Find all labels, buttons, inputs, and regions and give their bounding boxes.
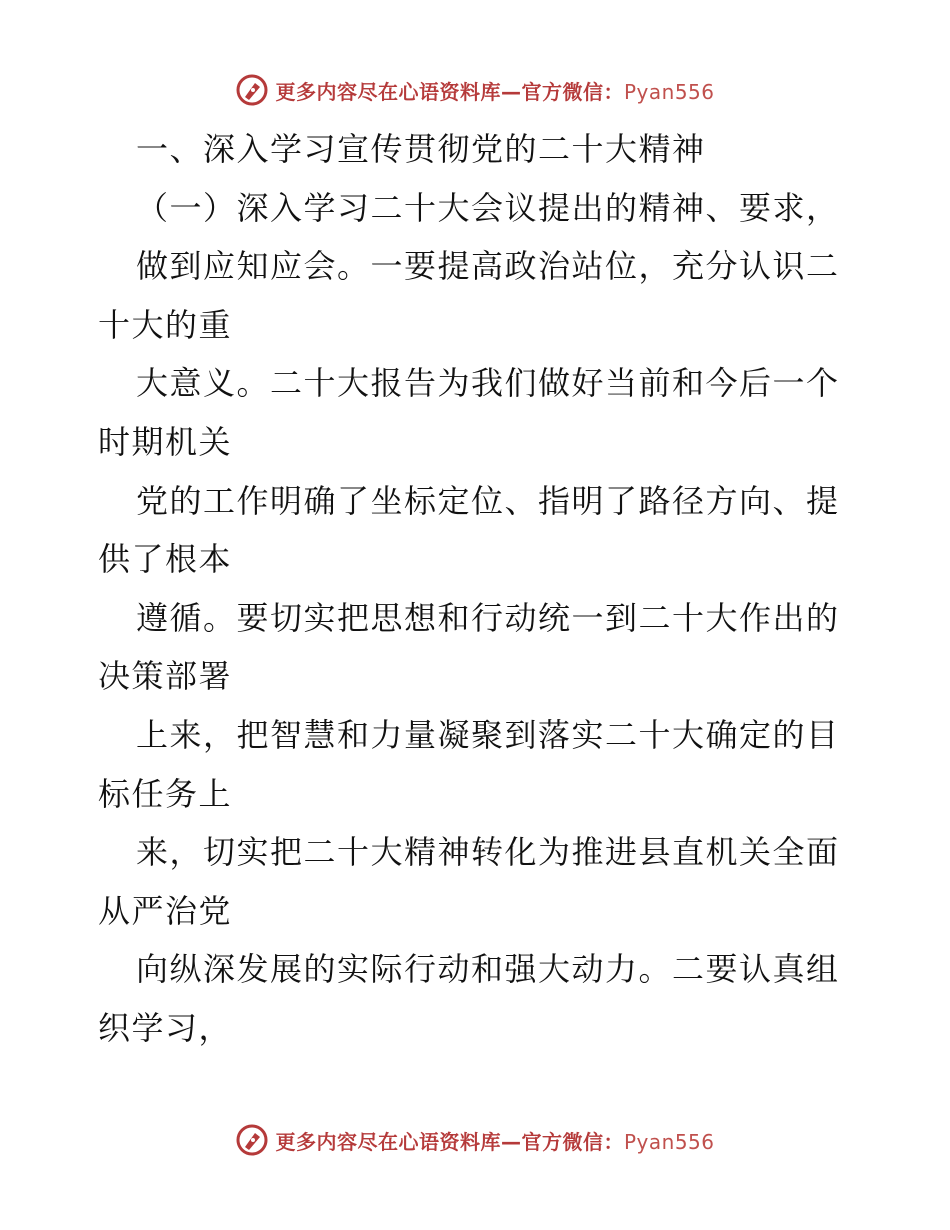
paragraph-line: 上来，把智慧和力量凝聚到落实二十大确定的目标任务上 [98,715,840,813]
paragraph-line: 一、深入学习宣传贯彻党的二十大精神 [136,130,706,168]
header-watermark [0,70,950,110]
watermark-separator: — [500,1129,522,1154]
watermark-text [275,76,714,105]
paragraph-line: 来，切实把二十大精神转化为推进县直机关全面从严治党 [98,833,840,930]
watermark-text [275,1126,714,1155]
paragraph-line: 党的工作明确了坐标定位、指明了路径方向、提供了根本 [98,481,840,579]
footer-watermark [0,1120,950,1160]
watermark-label: 官方微信： [521,79,624,104]
paragraph-line: 遵循。要切实把思想和行动统一到二十大作出的决策部署 [98,598,840,696]
watermark-account: Pyan556 [623,1129,715,1154]
pen-nib-icon [235,1123,269,1157]
paragraph-line: 做到应知应会。一要提高政治站位，充分认识二十大的重 [98,247,840,344]
watermark-account: Pyan556 [623,79,715,104]
watermark-site: 更多内容尽在心语资料库 [275,1129,501,1154]
paragraph-line: （一）深入学习二十大会议提出的精神、要求， [136,188,840,227]
paragraph-line: 大意义。二十大报告为我们做好当前和今后一个时期机关 [98,364,840,461]
watermark-site: 更多内容尽在心语资料库 [275,79,501,104]
paragraph-line: 向纵深发展的实际行动和强大动力。二要认真组织学习， [98,950,840,1047]
watermark-separator: — [500,79,522,104]
watermark-label: 官方微信： [521,1129,624,1154]
document-body [98,120,858,1058]
pen-nib-icon [235,73,269,107]
